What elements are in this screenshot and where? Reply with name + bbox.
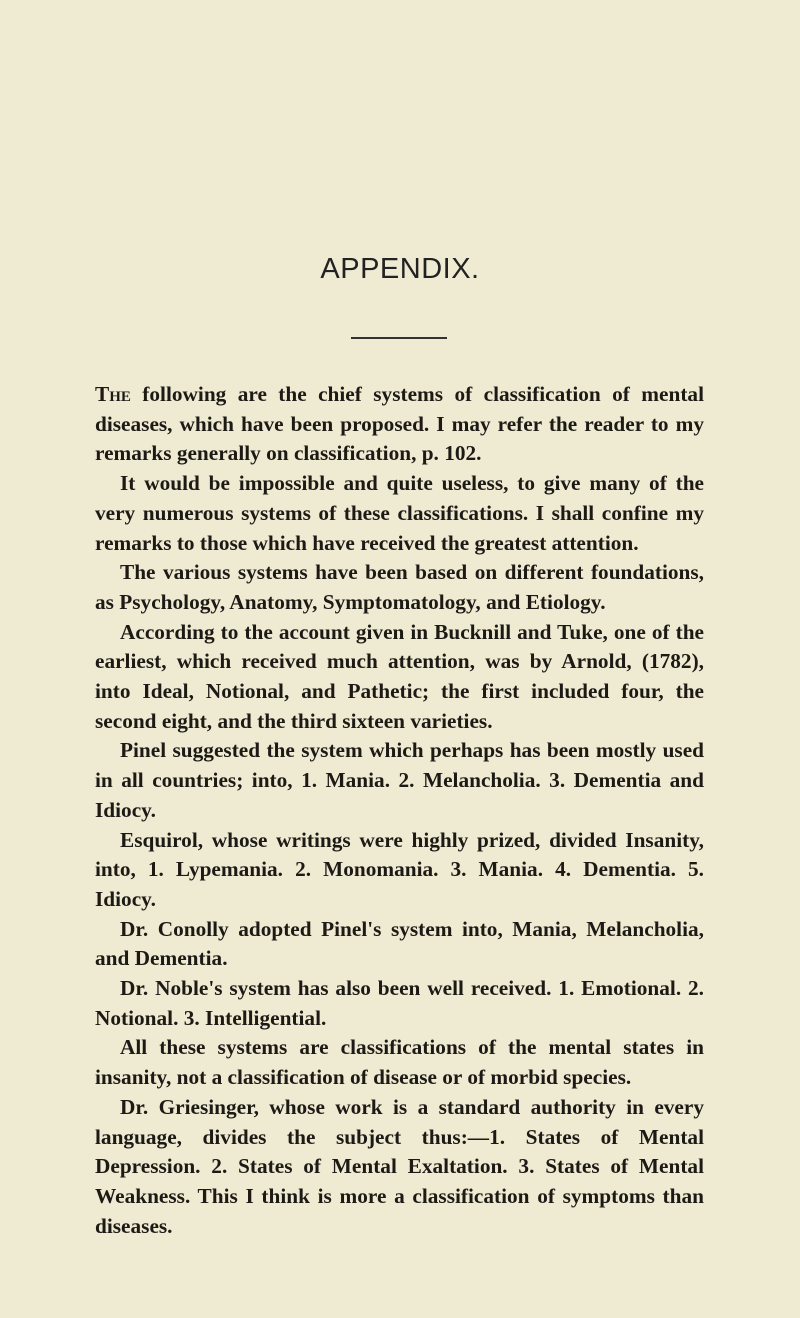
paragraph-arnold: According to the account given in Bucknill and Tuke, one of the earliest, which received much attention, was by Arnold, (1782), into Ideal, Notional, and Pathetic; the first included four, the second eight, and the third sixteen varieties.	[95, 619, 704, 733]
paragraph-foundations: The various systems have been based on different foundations, as Psychology, Anatomy, Symptomatology, and Etiology.	[95, 560, 704, 614]
paragraph-intro-lead: The	[95, 382, 131, 406]
title-divider	[351, 337, 447, 339]
paragraph-griesinger: Dr. Griesinger, whose work is a standard authority in every language, divides the subject thus:—1. States of Mental Depression. 2. States of Mental Exaltation. 3. States of Mental Weakness. This I think is more a classification of symptoms than diseases.	[95, 1094, 704, 1238]
paragraph-pinel: Pinel suggested the system which perhaps has been mostly used in all countries; into, 1. Mania. 2. Melancholia. 3. Dementia and Idiocy.	[95, 738, 704, 822]
paragraph-all-systems: All these systems are classifications of the mental states in insanity, not a classification of disease or of morbid species.	[95, 1035, 704, 1090]
paragraph-noble: Dr. Noble's system has also been well received. 1. Emotional. 2. Notional. 3. Intelligential.	[95, 976, 704, 1030]
paragraph-esquirol: Esquirol, whose writings were highly prized, divided Insanity, into, 1. Lypemania. 2. Monomania. 3. Mania. 4. Dementia. 5. Idiocy.	[95, 827, 704, 911]
paragraph-intro-text: following are the chief systems of classification of mental diseases, which have been proposed. I may refer the reader to my remarks generally on classification, p. 102.	[95, 382, 704, 466]
page-title: APPENDIX.	[320, 253, 480, 285]
paragraph-conolly: Dr. Conolly adopted Pinel's system into, Mania, Melancholia, and Dementia.	[95, 916, 704, 971]
appendix-body	[95, 380, 704, 1241]
paragraph-impossible: It would be impossible and quite useless, to give many of the very numerous systems of these classifications. I shall confine my remarks to those which have received the greatest attention.	[95, 471, 704, 555]
paragraph-intro	[95, 380, 704, 469]
